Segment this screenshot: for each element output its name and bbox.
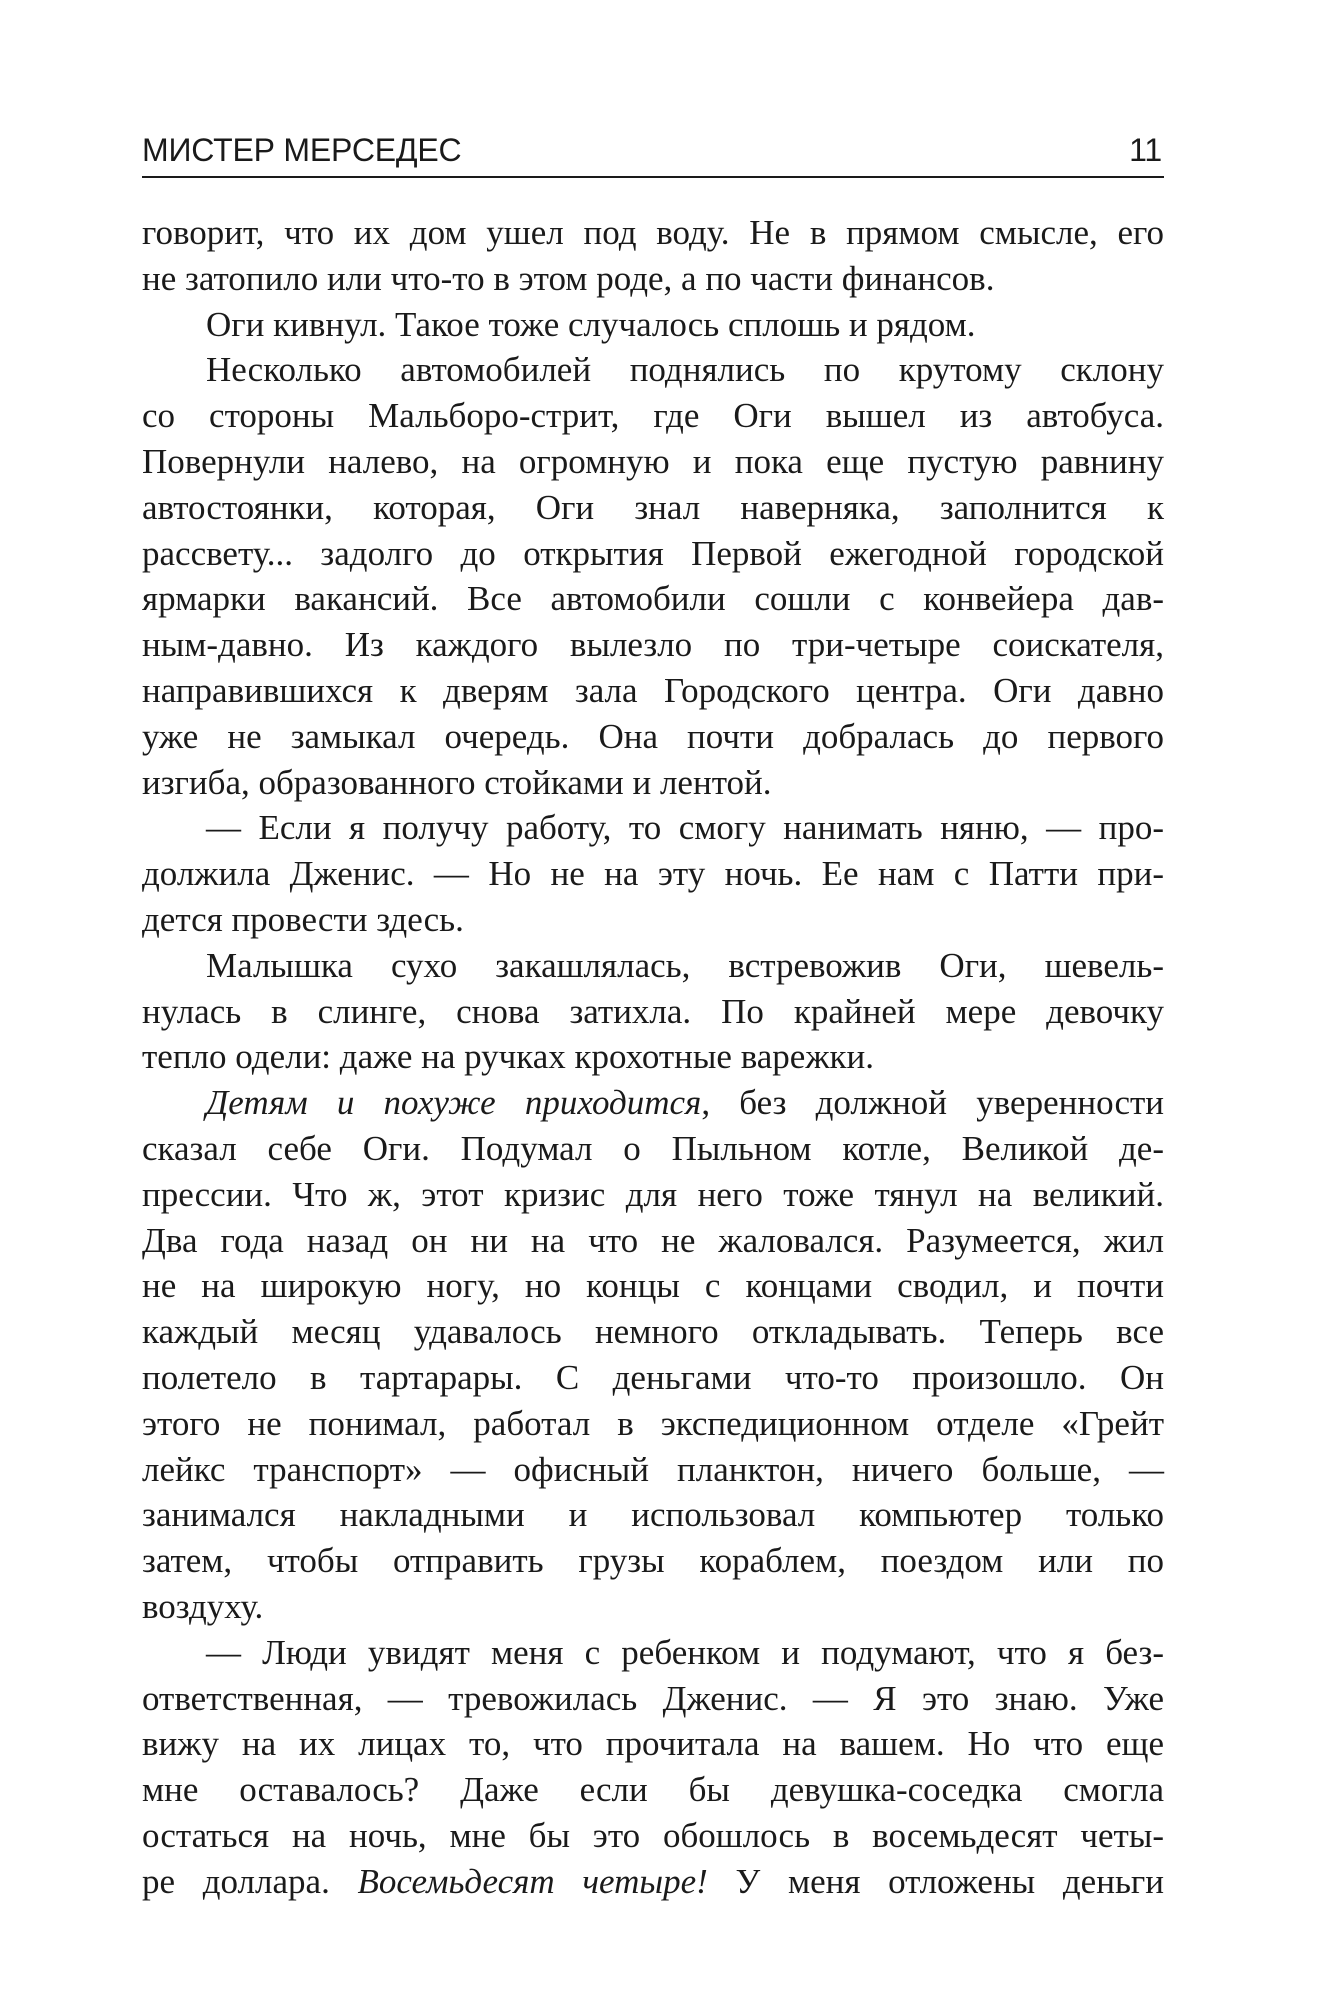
text-line: [142, 851, 1164, 897]
text-line: [142, 1080, 1164, 1126]
text-line: [142, 1263, 1164, 1309]
text-segment: этого не понимал, работал в экспедиционном отделе «Грейт: [142, 1403, 1164, 1443]
text-segment: Оги кивнул. Такое тоже случалось сплошь и рядом.: [206, 304, 976, 344]
text-line: [142, 1447, 1164, 1493]
text-segment: уже не замыкал очередь. Она почти добралась до первого: [142, 716, 1164, 756]
text-line: [142, 714, 1164, 760]
text-segment: остаться на ночь, мне бы это обошлось в восемьдесят четы-: [142, 1815, 1164, 1855]
italic-text: Детям и похуже приходится: [206, 1083, 702, 1123]
running-header: [142, 128, 1164, 178]
text-segment: изгиба, образованного стойками и лентой.: [142, 762, 772, 802]
text-line: [142, 1401, 1164, 1447]
text-line: [142, 485, 1164, 531]
text-line: [142, 439, 1164, 485]
text-segment: лейкс транспорт» — офисный планктон, ничего больше, —: [142, 1449, 1164, 1489]
text-segment: сказал себе Оги. Подумал о Пыльном котле, Великой де-: [142, 1128, 1164, 1168]
text-segment: тепло одели: даже на ручках крохотные варежки.: [142, 1037, 875, 1077]
text-segment: Повернули налево, на огромную и пока еще пустую равнину: [142, 441, 1164, 481]
text-line: [142, 576, 1164, 622]
text-line: [142, 1172, 1164, 1218]
text-segment: не затопило или что-то в этом роде, а по части финансов.: [142, 258, 995, 298]
text-line: [142, 531, 1164, 577]
text-line: [142, 897, 1164, 943]
text-line: [142, 1859, 1164, 1905]
text-line: [142, 1813, 1164, 1859]
body-text: [142, 210, 1164, 1904]
text-segment: Два года назад он ни на что не жаловался. Разумеется, жил: [142, 1220, 1164, 1260]
text-segment: должила Дженис. — Но не на эту ночь. Ее нам с Патти при-: [142, 854, 1164, 894]
page-number: 11: [1129, 132, 1162, 168]
text-line: [142, 210, 1164, 256]
text-segment: ным-давно. Из каждого вылезло по три-четыре соискателя,: [142, 625, 1164, 665]
text-line: [142, 668, 1164, 714]
text-segment: прессии. Что ж, этот кризис для него тоже тянул на великий.: [142, 1174, 1164, 1214]
text-segment: ответственная, — тревожилась Дженис. — Я это знаю. Уже: [142, 1678, 1164, 1718]
text-line: [142, 1218, 1164, 1264]
text-segment: говорит, что их дом ушел под воду. Не в прямом смысле, его: [142, 213, 1164, 252]
text-line: [142, 1355, 1164, 1401]
text-line: [142, 1126, 1164, 1172]
text-segment: полетело в тартарары. С деньгами что-то произошло. Он: [142, 1357, 1164, 1397]
text-line: [142, 1309, 1164, 1355]
text-line: [142, 302, 1164, 348]
text-segment: Несколько автомобилей поднялись по крутому склону: [206, 350, 1164, 390]
text-line: [142, 1584, 1164, 1630]
text-segment: не на широкую ногу, но концы с концами сводил, и почти: [142, 1266, 1164, 1306]
text-segment: со стороны Мальборо-стрит, где Оги вышел из автобуса.: [142, 396, 1164, 436]
text-segment: Малышка сухо закашлялась, встревожив Оги, шевель-: [206, 945, 1164, 985]
text-segment: каждый месяц удавалось немного откладывать. Теперь все: [142, 1312, 1164, 1352]
text-line: [142, 1492, 1164, 1538]
text-segment: воздуху.: [142, 1586, 264, 1626]
text-segment: ре доллара.: [142, 1861, 358, 1901]
text-segment: ярмарки вакансий. Все автомобили сошли с конвейера дав-: [142, 579, 1164, 619]
text-line: [142, 805, 1164, 851]
text-segment: дется провести здесь.: [142, 899, 464, 939]
text-line: [142, 1034, 1164, 1080]
text-segment: занимался накладными и использовал компьютер только: [142, 1495, 1164, 1535]
text-segment: нулась в слинге, снова затихла. По крайней мере девочку: [142, 991, 1164, 1031]
text-line: [142, 1630, 1164, 1676]
text-segment: мне оставалось? Даже если бы девушка-соседка смогла: [142, 1770, 1164, 1810]
text-segment: — Если я получу работу, то смогу нанимать няню, — про-: [206, 808, 1164, 848]
text-segment: У меня отложены деньги: [707, 1861, 1164, 1901]
text-line: [142, 989, 1164, 1035]
text-segment: рассвету... задолго до открытия Первой ежегодной городской: [142, 533, 1164, 573]
text-line: [142, 943, 1164, 989]
text-line: [142, 256, 1164, 302]
text-line: [142, 393, 1164, 439]
text-segment: — Люди увидят меня с ребенком и подумают, что я без-: [206, 1632, 1164, 1672]
text-segment: , без должной уверенности: [701, 1083, 1165, 1123]
text-segment: автостоянки, которая, Оги знал наверняка, заполнится к: [142, 487, 1164, 527]
text-line: [142, 1676, 1164, 1722]
text-line: [142, 1767, 1164, 1813]
text-line: [142, 347, 1164, 393]
text-segment: вижу на их лицах то, что прочитала на вашем. Но что еще: [142, 1724, 1164, 1764]
text-line: [142, 760, 1164, 806]
text-segment: направившихся к дверям зала Городского центра. Оги давно: [142, 670, 1164, 710]
italic-text: Восемьдесят четыре!: [357, 1861, 708, 1901]
text-line: [142, 1721, 1164, 1767]
text-line: [142, 622, 1164, 668]
text-line: [142, 1538, 1164, 1584]
text-segment: затем, чтобы отправить грузы кораблем, поездом или по: [142, 1541, 1164, 1581]
book-title: МИСТЕР МЕРСЕДЕС: [142, 132, 462, 168]
